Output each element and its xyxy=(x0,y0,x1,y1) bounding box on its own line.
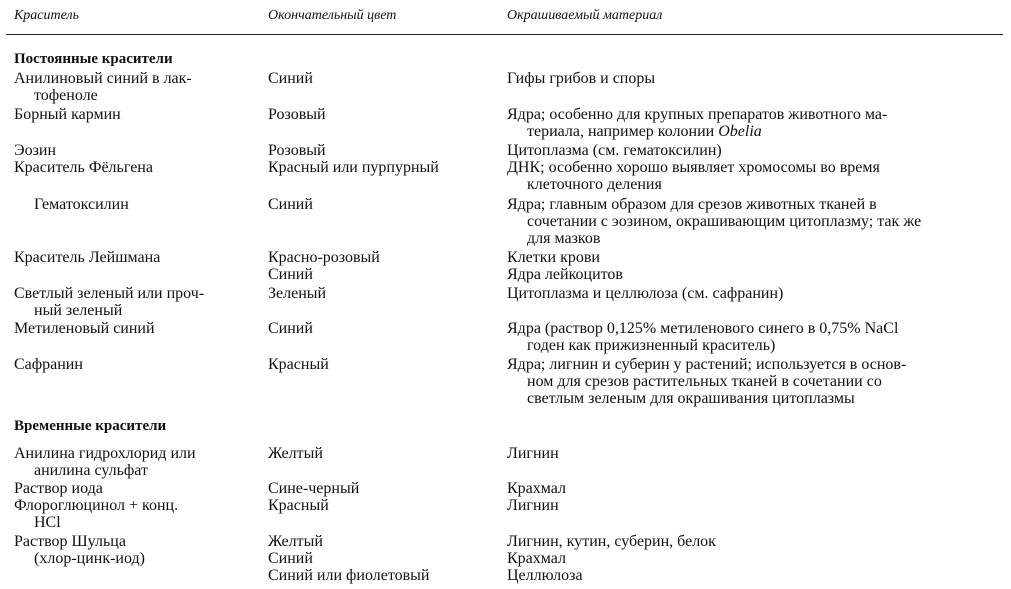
dye-cell: Флороглюцинол + конц. xyxy=(14,497,179,514)
section-temporary: Временные красители xyxy=(14,418,167,434)
material-cell-cont: для мазков xyxy=(527,230,601,247)
material-cell: Ядра; особенно для крупных препаратов животного ма- xyxy=(507,106,888,123)
color-cell: Синий xyxy=(268,320,313,337)
dye-cell: Эозин xyxy=(14,142,57,159)
color-cell: Зеленый xyxy=(268,285,327,302)
material-cell-cont: сочетании с эозином, окрашивающим цитоплазму; так же xyxy=(527,213,922,230)
dye-cell: Светлый зеленый или проч- xyxy=(14,285,205,302)
material-cell: ДНК; особенно хорошо выявляет хромосомы во время xyxy=(507,159,880,176)
material-cell: Цитоплазма и целлюлоза (см. сафранин) xyxy=(507,285,784,302)
header-final-color: Окончательный цвет xyxy=(268,8,397,23)
color-cell: Желтый xyxy=(268,533,323,550)
color-cell: Синий xyxy=(268,550,313,567)
dye-cell: Раствор иода xyxy=(14,480,103,497)
material-cell: Ядра (раствор 0,125% метиленового синего в 0,75% NaCl xyxy=(507,320,899,337)
material-cell: Ядра; лигнин и суберин у растений; используется в основ- xyxy=(507,356,907,373)
color-cell: Розовый xyxy=(268,106,326,123)
dye-cell-cont: ный зеленый xyxy=(34,302,123,319)
material-cell-cont: клеточного деления xyxy=(527,176,662,193)
material-text: териала, например колонии xyxy=(527,123,719,140)
dye-cell: Борный кармин xyxy=(14,106,121,123)
material-cell-cont xyxy=(527,123,762,140)
header-dye: Краситель xyxy=(14,8,79,23)
header-rule xyxy=(6,34,1003,35)
dye-cell: Гематоксилин xyxy=(34,196,129,213)
color-cell: Красный или пурпурный xyxy=(268,159,439,176)
material-cell: Лигнин xyxy=(507,497,559,514)
color-cell: Сине-черный xyxy=(268,480,360,497)
dye-cell: Анилиновый синий в лак- xyxy=(14,70,192,87)
dye-cell-cont: (хлор-цинк-иод) xyxy=(34,550,145,567)
material-cell: Ядра; главным образом для срезов животных тканей в xyxy=(507,196,877,213)
material-cell: Целлюлоза xyxy=(507,567,583,584)
material-cell: Гифы грибов и споры xyxy=(507,70,656,87)
dye-cell-cont: тофеноле xyxy=(34,87,98,104)
material-cell-cont: светлым зеленым для окрашивания цитоплазмы xyxy=(527,390,855,407)
color-cell: Синий xyxy=(268,196,313,213)
header-stained-material: Окрашиваемый материал xyxy=(507,8,663,23)
material-cell: Цитоплазма (см. гематоксилин) xyxy=(507,142,722,159)
color-cell: Синий или фиолетовый xyxy=(268,567,430,584)
color-cell: Желтый xyxy=(268,445,323,462)
dye-cell-cont: HCl xyxy=(34,514,61,531)
dye-cell: Метиленовый синий xyxy=(14,320,155,337)
material-cell-cont: годен как прижизненный краситель) xyxy=(527,337,776,354)
section-permanent: Постоянные красители xyxy=(14,51,173,67)
dye-cell-cont: анилина сульфат xyxy=(34,462,148,479)
material-cell: Крахмал xyxy=(507,480,567,497)
material-cell: Крахмал xyxy=(507,550,567,567)
color-cell: Красно-розовый xyxy=(268,249,380,266)
dye-cell: Раствор Шульца xyxy=(14,533,126,550)
material-cell: Лигнин, кутин, суберин, белок xyxy=(507,533,716,550)
color-cell: Красный xyxy=(268,356,329,373)
color-cell: Синий xyxy=(268,70,313,87)
color-cell: Розовый xyxy=(268,142,326,159)
color-cell: Красный xyxy=(268,497,329,514)
color-cell: Синий xyxy=(268,266,313,283)
dye-cell: Сафранин xyxy=(14,356,83,373)
dye-cell: Краситель Фёльгена xyxy=(14,159,153,176)
species-name: Obelia xyxy=(718,123,762,140)
material-cell-cont: ном для срезов растительных тканей в сочетании со xyxy=(527,373,882,390)
dye-cell: Анилина гидрохлорид или xyxy=(14,445,196,462)
material-cell: Лигнин xyxy=(507,445,559,462)
material-cell: Ядра лейкоцитов xyxy=(507,266,623,283)
material-cell: Клетки крови xyxy=(507,249,600,266)
dye-cell: Краситель Лейшмана xyxy=(14,249,161,266)
